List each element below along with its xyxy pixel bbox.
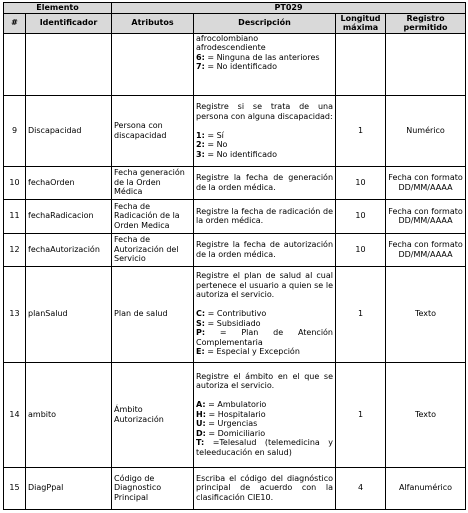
cell-atributos: Ámbito Autorización [112,362,194,467]
description-line: Registre el ámbito en el que se autoriza el servicio. [196,371,334,391]
description-line: H: = Hospitalario [196,409,266,419]
header-pt: PT029 [112,3,466,14]
cell-longitud: 10 [336,166,386,199]
description-line: 6: = Ninguna de las anteriores [196,52,320,62]
cell-num: 10 [4,166,26,199]
cell-longitud: 10 [336,199,386,233]
cell-atributos [112,33,194,95]
table-row [4,166,466,199]
cell-descripcion [194,266,336,362]
cell-longitud: 4 [336,467,386,509]
header-row-columns [4,13,466,33]
cell-identificador: DiagPpal [26,467,112,509]
description-line: Registre la fecha de generación de la orden médica. [196,173,334,192]
cell-num: 11 [4,199,26,233]
cell-registro [386,33,466,95]
cell-atributos: Fecha de Autorización del Servicio [112,233,194,266]
cell-longitud: 1 [336,266,386,362]
description-line: Registre la fecha de autorización de la orden médica. [196,240,334,259]
cell-descripcion [194,233,336,266]
cell-registro: Alfanumérico [386,467,466,509]
cell-longitud: 1 [336,95,386,166]
cell-descripcion [194,95,336,166]
cell-atributos: Plan de salud [112,266,194,362]
cell-num [4,33,26,95]
description-line: D: = Domiciliario [196,428,266,438]
header-num: # [4,13,26,33]
table-row [4,233,466,266]
cell-registro: Fecha con formato DD/MM/AAAA [386,199,466,233]
cell-longitud: 10 [336,233,386,266]
table-row [4,33,466,95]
description-line: P: = Plan de Atención Complementaria [196,328,334,347]
table-row [4,95,466,166]
cell-registro: Texto [386,362,466,467]
cell-longitud [336,33,386,95]
table-row [4,199,466,233]
cell-registro: Fecha con formato DD/MM/AAAA [386,233,466,266]
header-registro: Registro permitido [386,13,466,33]
description-line: 3: = No identificado [196,149,277,159]
description-line: Registre si se trata de una persona con alguna discapacidad: [196,102,334,121]
cell-identificador: fechaAutorización [26,233,112,266]
cell-descripcion [194,166,336,199]
header-descripcion: Descripción [194,13,336,33]
cell-identificador [26,33,112,95]
description-line: Registre la fecha de radicación de la orden médica. [196,206,334,225]
cell-descripcion [194,199,336,233]
cell-identificador: planSalud [26,266,112,362]
cell-registro: Texto [386,266,466,362]
header-row-top [4,3,466,14]
header-atributos: Atributos [112,13,194,33]
description-line [196,300,333,310]
description-line [196,121,333,131]
cell-descripcion [194,467,336,509]
cell-identificador: Discapacidad [26,95,112,166]
description-line: afrocolombiano [196,33,259,43]
table-row [4,266,466,362]
description-line: 2: = No [196,140,228,149]
cell-atributos: Fecha de Radicación de la Orden Medica [112,199,194,233]
cell-num: 9 [4,95,26,166]
description-line: E: = Especial y Excepción [196,347,300,357]
cell-descripcion [194,362,336,467]
description-line [196,391,333,401]
cell-descripcion [194,33,336,95]
cell-num: 12 [4,233,26,266]
description-line: 1: = Sí [196,130,224,140]
header-elemento: Elemento [4,3,112,14]
description-line: U: = Urgencias [196,419,258,429]
description-line: T: =Telesalud (telemedicina y teleeducación en salud) [196,438,334,457]
header-longitud: Longitud máxima [336,13,386,33]
cell-registro: Numérico [386,95,466,166]
cell-identificador: fechaOrden [26,166,112,199]
cell-num: 13 [4,266,26,362]
cell-num: 15 [4,467,26,509]
table-row [4,362,466,467]
cell-num: 14 [4,362,26,467]
description-line: A: = Ambulatorio [196,400,267,410]
description-line: C: = Contributivo [196,309,267,319]
cell-atributos: Código de Diagnostico Principal [112,467,194,509]
cell-atributos: Persona con discapacidad [112,95,194,166]
specification-table [3,2,466,510]
cell-identificador: ambito [26,362,112,467]
table-row [4,467,466,509]
description-line: afrodescendiente [196,43,266,52]
description-line: Registre el plan de salud al cual pertenece el usuario a quien se le autoriza el servicio. [196,271,334,300]
description-line: S: = Subsidiado [196,318,261,328]
specification-table-wrapper [3,2,466,510]
cell-identificador: fechaRadicacion [26,199,112,233]
cell-registro: Fecha con formato DD/MM/AAAA [386,166,466,199]
header-identificador: Identificador [26,13,112,33]
cell-atributos: Fecha generación de la Orden Médica [112,166,194,199]
description-line: Escriba el código del diagnóstico principal de acuerdo con la clasificación CIE10. [196,473,334,502]
description-line: 7: = No identificado [196,62,277,71]
cell-longitud: 1 [336,362,386,467]
